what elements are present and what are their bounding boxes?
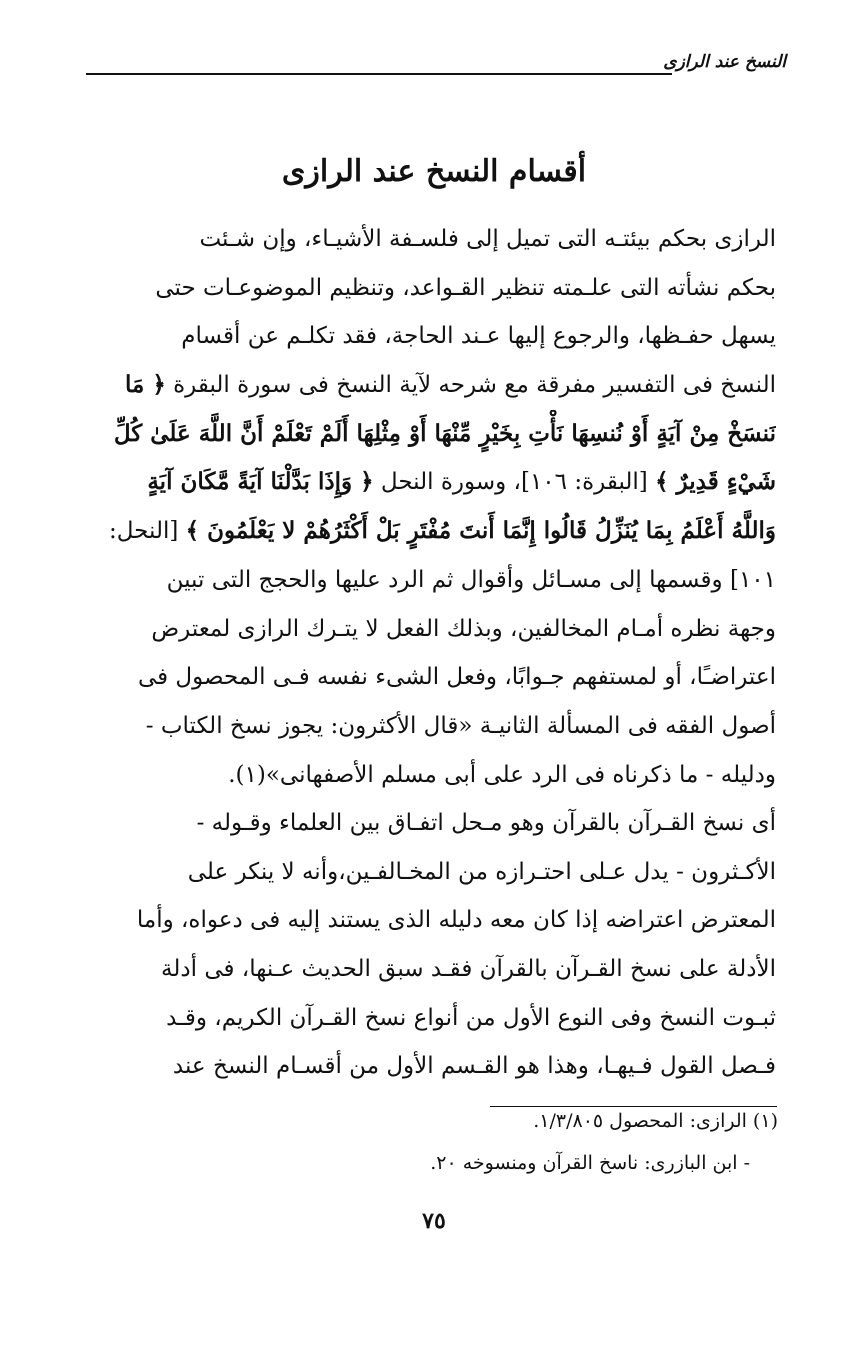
footnote-rule xyxy=(490,1106,777,1107)
text-line: وجهة نظره أمـام المخالفين، وبذلك الفعل لا يتـرك الرازى لمعترض xyxy=(151,615,776,642)
text-line xyxy=(90,361,776,410)
text-line: فـصل القول فـيهـا، وهذا هو القـسم الأول من أقسـام النسخ عند xyxy=(172,1053,776,1080)
text-line: الرازى بحكم بيئتـه التى تميل إلى فلسـفة الأشيـاء، وإن شـئت xyxy=(199,226,776,252)
text-line: اعتراضـًا، أو لمستفهم جـوابًا، وفعل الشىء نفسه فـى المحصول فى xyxy=(137,664,776,691)
section-title: أقسام النسخ عند الرازى xyxy=(281,154,587,189)
paragraph-1 xyxy=(90,215,776,799)
quran-quote: وَاللَّهُ أَعْلَمُ بِمَا يُنَزِّلُ قَالُوا إِنَّمَا أَنتَ مُفْتَرٍ بَلْ أَكْثَرُهُمْ لا يَعْلَمُونَ ﴾ xyxy=(185,517,776,545)
running-header: النسخ عند الرازى xyxy=(663,52,786,72)
text-line: يسهل حفـظها، والرجوع إليها عـند الحاجة، فقد تكلـم عن أقسام xyxy=(181,323,776,350)
paragraph-2 xyxy=(90,799,776,1091)
text-span: النسخ فى التفسير مفرقة مع شرحه لآية النسخ فى سورة البقرة xyxy=(173,372,776,399)
text-line: بحكم نشأته التى علـمته تنظير القـواعد، وتنظيم الموضوعـات حتى xyxy=(155,274,776,301)
text-line: أى نسخ القـرآن بالقرآن وهو مـحل اتفـاق بين العلماء وقـوله - xyxy=(196,810,776,836)
page-number: ٧٥ xyxy=(422,1208,446,1234)
text-line: ودليله - ما ذكرناه فى الرد على أبى مسلم الأصفهانى»(١). xyxy=(228,761,776,788)
text-span: [النحل: xyxy=(108,518,179,545)
quran-quote: شَيْءٍ قَدِيرٌ ﴾ xyxy=(655,468,776,496)
text-line: الأكـثرون - يدل عـلى احتـرازه من المخـالفـين،وأنه لا ينكر على xyxy=(187,858,776,885)
footnote-1: (١) الرازى: المحصول ١/٣/٨٠٥. xyxy=(533,1110,778,1132)
text-line: ١٠١] وقسمها إلى مسـائل وأقوال ثم الرد عليها والحجج التى تبين xyxy=(166,566,776,593)
text-line: ثبـوت النسخ وفى النوع الأول من أنواع نسخ القـرآن الكريم، وقـد xyxy=(166,1004,776,1031)
text-line: أصول الفقه فى المسألة الثانيـة «قال الأكثرون: يجوز نسخ الكتاب - xyxy=(145,712,776,739)
footnote-2: - ابن البازرى: ناسخ القرآن ومنسوخه ٢٠. xyxy=(430,1152,750,1174)
text-line xyxy=(90,507,776,556)
text-span: [البقرة: ١٠٦]، وسورة النحل xyxy=(380,469,648,496)
header-rule xyxy=(86,73,672,75)
text-line: المعترض اعتراضه إذا كان معه دليله الذى يستند إليه فى دعواه، وأما xyxy=(136,907,776,934)
text-line xyxy=(90,458,776,507)
text-line: الأدلة على نسخ القـرآن بالقرآن فقـد سبق الحديث عـنها، فى أدلة xyxy=(161,956,776,983)
quran-quote: ﴿ وَإِذَا بَدَّلْنَا آيَةً مَّكَانَ آيَةٍ xyxy=(147,468,374,496)
quran-quote-line: نَنسَخْ مِنْ آيَةٍ أَوْ نُنسِهَا نَأْتِ بِخَيْرٍ مِّنْهَا أَوْ مِثْلِهَا أَلَمْ تَعْلَمْ أَنَّ اللَّهَ عَلَىٰ كُلِّ xyxy=(113,419,776,447)
quran-quote: ﴿ مَا xyxy=(124,371,166,399)
